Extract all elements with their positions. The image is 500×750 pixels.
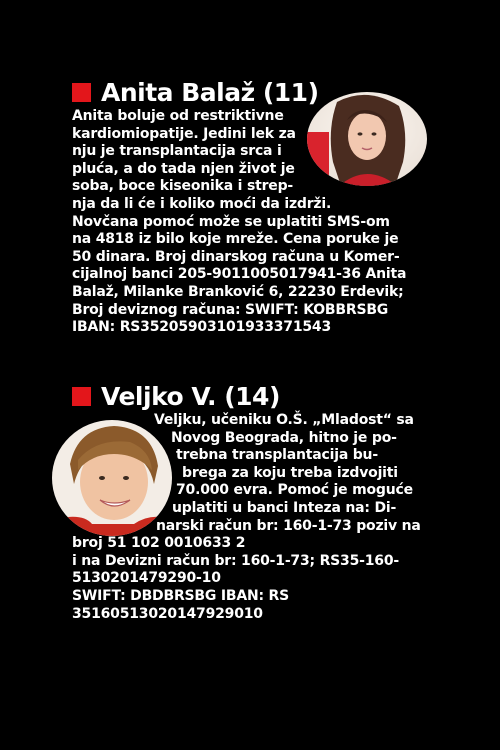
red-square-bullet-icon: [72, 83, 91, 102]
text-line: Veljku, učeniku O.Š. „Mladost“ sa: [154, 412, 414, 428]
text-line: Novog Beograda, hitno je po-: [171, 429, 397, 446]
text-line: Balaž, Milanke Branković 6, 22230 Erdevik;: [72, 283, 404, 300]
text-line: SWIFT: DBDBRSBG IBAN: RS: [72, 587, 290, 604]
text-line: 70.000 evra. Pomoć je moguće: [176, 482, 413, 499]
case-heading-veljko: [72, 382, 280, 411]
text-line: nju je transplantacija srca i: [72, 143, 282, 160]
red-square-bullet-icon: [72, 387, 91, 406]
text-line: uplatiti u banci Inteza na: Di-: [172, 499, 397, 516]
text-line: broj 51 102 0010633 2: [72, 535, 246, 552]
text-line: 50 dinara. Broj dinarskog računa u Komer-: [72, 248, 400, 265]
case-description-anita: [72, 108, 406, 337]
text-line: brega za koju treba izdvojiti: [182, 464, 398, 481]
text-line: na 4818 iz bilo koje mreže. Cena poruke je: [72, 231, 399, 248]
text-line: pluća, a do tada njen život je: [72, 160, 295, 177]
text-line: Broj deviznog računa: SWIFT: KOBBRSBG: [72, 301, 389, 318]
text-line: kardiomiopatije. Jedini lek za: [72, 125, 296, 142]
case-heading-anita: [72, 78, 319, 107]
case-title: Anita Balaž (11): [101, 78, 319, 107]
text-line: 5130201479290-10: [72, 570, 221, 587]
text-line: 35160513020147929010: [72, 605, 263, 622]
case-description-veljko: [72, 412, 421, 623]
text-line: trebna transplantacija bu-: [176, 447, 378, 464]
text-line: narski račun br: 160-1-73 poziv na: [156, 517, 421, 534]
case-title: Veljko V. (14): [101, 382, 280, 411]
text-line: IBAN: RS35205903101933371543: [72, 319, 331, 336]
text-line: Anita boluje od restriktivne: [72, 108, 284, 124]
text-line: i na Devizni račun br: 160-1-73; RS35-160-: [72, 552, 399, 569]
text-line: cijalnoj banci 205-9011005017941-36 Anita: [72, 266, 407, 283]
text-line: soba, boce kiseonika i strep-: [72, 178, 294, 195]
text-line: nja da li će i koliko moći da izdrži.: [72, 195, 332, 212]
text-line: Novčana pomoć može se uplatiti SMS-om: [72, 213, 390, 230]
